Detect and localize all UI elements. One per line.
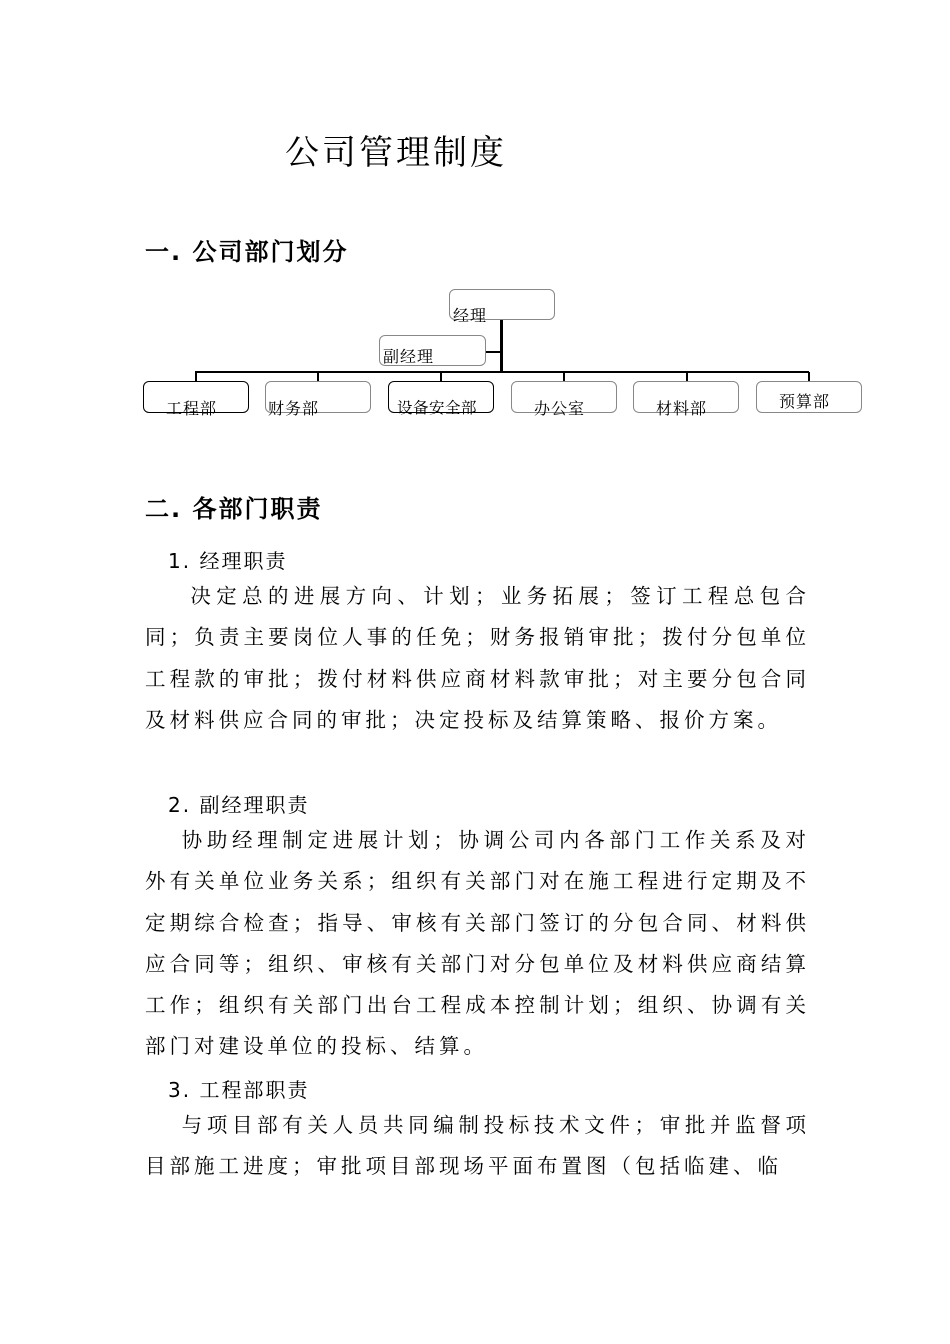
org-node-department [511, 381, 617, 418]
org-node-label: 财务部 [268, 399, 320, 418]
org-node-label: 预算部 [779, 392, 831, 411]
duty-text: 决定总的进展方向、计划；业务拓展；签订工程总包合同；负责主要岗位人事的任免；财务报销审批；拨付分包单位工程款的审批；拨付材料供应商材料款审批；对主要分包合同及材料供应合同的审批；决定投标及结算策略、报价方案。 [145, 584, 810, 732]
org-node-manager [449, 289, 555, 325]
section-heading-duties: 二. 各部门职责 [145, 495, 323, 523]
org-node-label: 材料部 [656, 399, 708, 418]
org-connector-deputy [486, 351, 501, 353]
duty-text-deputy [145, 820, 810, 1068]
org-node-label: 副经理 [383, 347, 435, 366]
org-node-department [265, 381, 371, 418]
org-node-department [756, 381, 862, 413]
duty-heading-deputy: 2. 副经理职责 [168, 793, 310, 817]
org-node-label: 办公室 [534, 399, 586, 418]
section-heading-departments: 一. 公司部门划分 [145, 238, 349, 266]
org-node-department [633, 381, 739, 418]
duty-heading-manager: 1. 经理职责 [168, 549, 288, 573]
org-node-label: 经理 [453, 306, 488, 325]
org-node-department [388, 381, 494, 417]
duty-heading-engineering: 3. 工程部职责 [168, 1078, 310, 1102]
duty-text-engineering [145, 1105, 810, 1188]
org-connector-horizontal [195, 371, 809, 373]
duty-text-manager [145, 576, 810, 741]
document-title: 公司管理制度 [285, 133, 507, 173]
org-connector-vertical [500, 320, 503, 372]
duty-text: 协助经理制定进展计划；协调公司内各部门工作关系及对外有关单位业务关系；组织有关部门对在施工程进行定期及不定期综合检查；指导、审核有关部门签订的分包合同、材料供应合同等；组织、审核有关部门对分包单位及材料供应商结算工作；组织有关部门出台工程成本控制计划；组织、协调有关部门对建设单位的投标、结算。 [145, 828, 810, 1059]
duty-text: 与项目部有关人员共同编制投标技术文件；审批并监督项目部施工进度；审批项目部现场平面布置图（包括临建、临 [145, 1113, 810, 1179]
org-node-deputy [379, 335, 486, 366]
org-node-department [143, 381, 249, 418]
org-node-label: 工程部 [166, 399, 218, 418]
org-node-label: 设备安全部 [397, 399, 478, 417]
